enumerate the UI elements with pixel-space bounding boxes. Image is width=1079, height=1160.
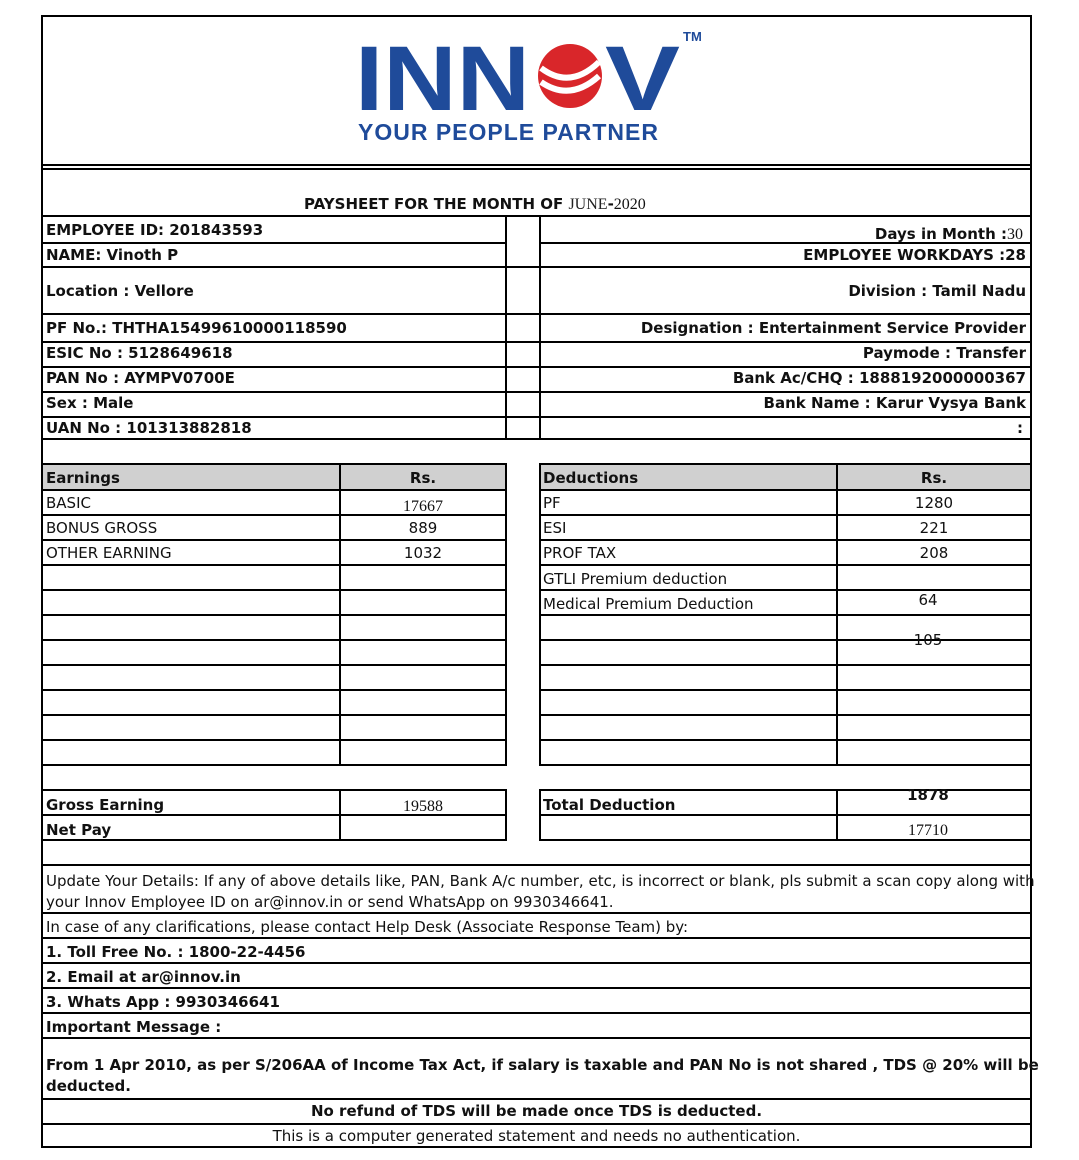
gross-earning-label: Gross Earning (46, 796, 165, 814)
title-prefix: PAYSHEET FOR THE MONTH OF (304, 195, 564, 213)
logo-tm: TM (683, 29, 702, 44)
tds-notice-line-2: deducted. (46, 1077, 131, 1095)
deduction-value-esi: 221 (919, 519, 949, 537)
whatsapp-number: 3. Whats App : 9930346641 (46, 993, 280, 1011)
logo-tagline: YOUR PEOPLE PARTNER (358, 119, 659, 145)
clarifications-text: In case of any clarifications, please contact Help Desk (Associate Response Team) by: (46, 918, 689, 936)
gross-earning-value: 19588 (403, 798, 443, 815)
total-deduction-value: 1878 (907, 786, 949, 804)
net-pay-label: Net Pay (46, 821, 112, 839)
update-details-line-1: Update Your Details: If any of above details like, PAN, Bank A/c number, etc, is incorrect or blank, pls submit a scan copy along with (46, 872, 1035, 890)
no-refund-notice: No refund of TDS will be made once TDS is deducted. (310, 1102, 763, 1120)
earning-value-basic: 17667 (403, 498, 443, 515)
logo-letter-v: V (605, 28, 680, 130)
earning-value-other: 1032 (403, 544, 443, 562)
earning-label-basic: BASIC (46, 494, 91, 512)
logo-o-mark (538, 44, 602, 108)
deductions-rs-header: Rs. (920, 469, 948, 487)
title-month: JUNE (568, 196, 608, 213)
location: Location : Vellore (46, 282, 194, 300)
divider-logo (41, 164, 1032, 166)
paymode: Paymode : Transfer (862, 344, 1026, 362)
earning-value-bonus: 889 (408, 519, 438, 537)
days-label: Days in Month : (874, 225, 1007, 243)
update-details-line-2: your Innov Employee ID on ar@innov.in or send WhatsApp on 9930346641. (46, 893, 614, 911)
employee-id: EMPLOYEE ID: 201843593 (46, 221, 264, 239)
footer-top-line (41, 864, 1032, 866)
net-pay-value: 17710 (908, 822, 948, 839)
deduction-label-gtli: GTLI Premium deduction (543, 570, 728, 588)
deduction-label-pf: PF (543, 494, 561, 512)
logo-letters-inn: INN (355, 28, 530, 130)
deduction-value-extra: 105 (913, 631, 943, 649)
tds-notice-line-1: From 1 Apr 2010, as per S/206AA of Income Tax Act, if salary is taxable and PAN No is not shared , TDS @ 20% will be (46, 1056, 1039, 1074)
earnings-header: Earnings (46, 469, 120, 487)
important-message-label: Important Message : (46, 1018, 222, 1036)
earning-label-other: OTHER EARNING (46, 544, 172, 562)
division: Division : Tamil Nadu (848, 282, 1026, 300)
bank-account: Bank Ac/CHQ : 1888192000000367 (732, 369, 1026, 387)
deductions-header: Deductions (543, 469, 639, 487)
sex: Sex : Male (46, 394, 134, 412)
employee-workdays: EMPLOYEE WORKDAYS :28 (803, 246, 1026, 264)
toll-free-number: 1. Toll Free No. : 1800-22-4456 (46, 943, 306, 961)
info-top-line (41, 215, 1032, 217)
deduction-label-esi: ESI (543, 519, 567, 537)
earnings-rs-header: Rs. (409, 469, 437, 487)
days-value: 30 (1007, 226, 1023, 243)
deduction-label-proftax: PROF TAX (543, 544, 617, 562)
earning-label-bonus: BONUS GROSS (46, 519, 158, 537)
divider-logo-2 (41, 168, 1032, 170)
computer-generated-note: This is a computer generated statement and needs no authentication. (272, 1127, 801, 1145)
deduction-value-proftax: 208 (919, 544, 949, 562)
paysheet-title: PAYSHEET FOR THE MONTH OF JUNE-2020 (304, 195, 646, 213)
deduction-value-pf: 1280 (914, 494, 954, 512)
pan-number: PAN No : AYMPV0700E (46, 369, 235, 387)
employee-name: NAME: Vinoth P (46, 246, 179, 264)
deduction-value-medical: 64 (918, 591, 938, 609)
pf-number: PF No.: THTHA15499610000118590 (46, 319, 347, 337)
total-deduction-label: Total Deduction (543, 796, 676, 814)
bank-name: Bank Name : Karur Vysya Bank (763, 394, 1026, 412)
esic-number: ESIC No : 5128649618 (46, 344, 233, 362)
blank-field: : (1017, 419, 1023, 437)
help-email: 2. Email at ar@innov.in (46, 968, 241, 986)
deduction-label-medical: Medical Premium Deduction (543, 595, 754, 613)
uan-number: UAN No : 101313882818 (46, 419, 252, 437)
days-in-month (875, 225, 1023, 244)
designation: Designation : Entertainment Service Provider (640, 319, 1026, 337)
title-year: 2020 (613, 196, 646, 213)
